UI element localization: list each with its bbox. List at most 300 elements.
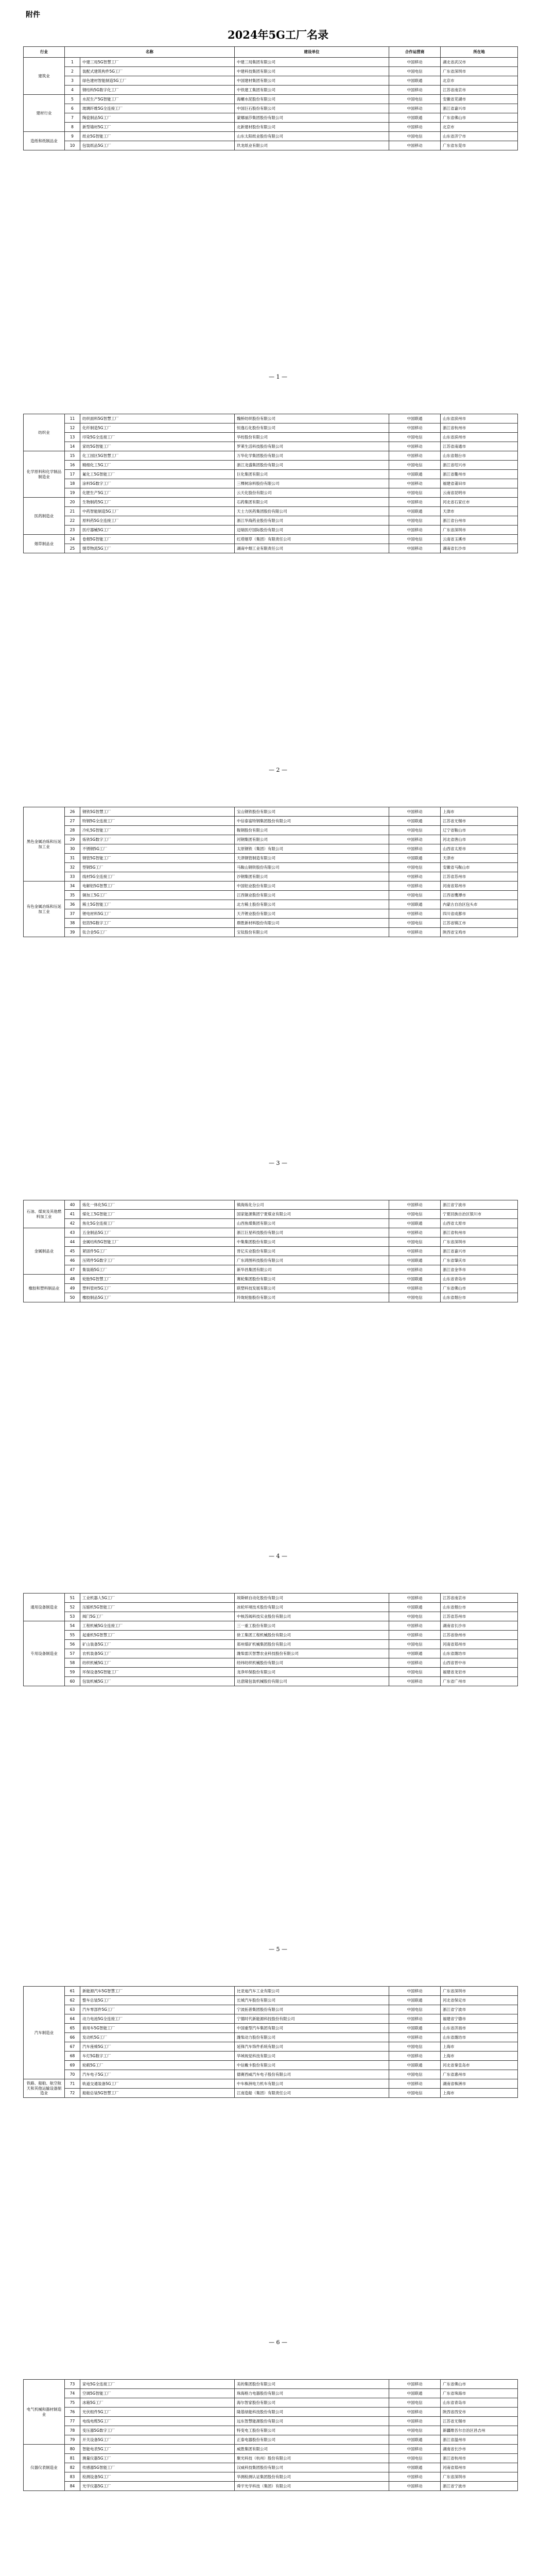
factory-name-cell: 商用车5G智能工厂 [80,2024,235,2033]
location-cell: 广东省佛山市 [441,113,518,123]
location-cell: 浙江省宁波市 [441,2005,518,2014]
builder-cell: 中核苏阀科技实业股份有限公司 [235,1612,389,1621]
operator-cell: 中国联通 [389,817,441,826]
row-number-cell: 63 [65,2005,80,2014]
location-cell: 浙江省衢州市 [441,470,518,479]
factory-name-cell: 包装纸品5G工厂 [80,141,235,150]
row-number-cell: 5 [65,95,80,104]
industry-cell: 金属制品业 [24,1228,65,1275]
table-row [24,1284,518,1293]
industry-cell: 建材行业 [24,95,65,132]
location-cell: 河南省郑州市 [441,2463,518,2472]
location-cell: 江苏省镇江市 [441,919,518,928]
factory-name-cell: 轨道交通装备5G工厂 [80,2079,235,2089]
factory-name-cell: 钛合金5G工厂 [80,928,235,937]
table-row [24,1293,518,1302]
table-row [24,526,518,535]
builder-cell: 云天化股份有限公司 [235,488,389,498]
builder-cell: 正泰电器股份有限公司 [235,2435,389,2445]
factory-name-cell: 家纺5G智能工厂 [80,442,235,451]
factory-name-cell: 煤化工5G智能工厂 [80,1210,235,1219]
factory-name-cell: 纺织面料5G智慧工厂 [80,414,235,423]
row-number-cell: 41 [65,1210,80,1219]
factory-name-cell: 生物制药5G工厂 [80,498,235,507]
row-number-cell: 10 [65,141,80,150]
table-row [24,928,518,937]
industry-cell: 黑色金属冶炼和压延加工业 [24,807,65,882]
table-row [24,807,518,817]
row-number-cell: 20 [65,498,80,507]
builder-cell: 中国巨石股份有限公司 [235,104,389,113]
row-number-cell: 64 [65,2014,80,2024]
row-number-cell: 7 [65,113,80,123]
factory-name-cell: 光伏组件5G工厂 [80,2408,235,2417]
operator-cell: 中国联通 [389,2463,441,2472]
table-row [24,919,518,928]
builder-cell: 晋亿实业股份有限公司 [235,1247,389,1256]
industry-cell: 铁路、船舶、航空航天和其他运输设备制造业 [24,2079,65,2098]
location-cell: 安徽省芜湖市 [441,95,518,104]
operator-cell: 中国电信 [389,95,441,104]
row-number-cell: 33 [65,872,80,882]
table-row [24,909,518,919]
factory-name-cell: 农机装备5G工厂 [80,1649,235,1658]
document-page [0,393,556,786]
builder-cell: 石药集团有限公司 [235,498,389,507]
table-row [24,516,518,526]
location-cell: 辽宁省鞍山市 [441,826,518,835]
builder-cell: 鼎胜新材料股份有限公司 [235,919,389,928]
industry-cell: 造纸和纸制品业 [24,132,65,150]
builder-cell: 华测检测认证集团股份有限公司 [235,2472,389,2482]
location-cell: 山东省济南市 [441,2024,518,2033]
table-row [24,872,518,882]
operator-cell: 中国移动 [389,58,441,67]
factory-list-table [23,46,518,150]
row-number-cell: 73 [65,2380,80,2389]
builder-cell: 玲珑轮胎股份有限公司 [235,1293,389,1302]
location-cell: 湖北省武汉市 [441,58,518,67]
location-cell: 湖南省长沙市 [441,2445,518,2454]
table-row [24,507,518,516]
builder-cell: 鞍钢股份有限公司 [235,826,389,835]
table-row [24,95,518,104]
location-cell: 上海市 [441,807,518,817]
builder-cell: 沙钢集团有限公司 [235,872,389,882]
builder-cell: 达意隆包装机械股份有限公司 [235,1677,389,1686]
table-row [24,470,518,479]
location-cell: 安徽省马鞍山市 [441,863,518,872]
builder-cell: 中铁建工集团有限公司 [235,86,389,95]
table-row [24,442,518,451]
row-number-cell: 24 [65,535,80,544]
row-number-cell: 56 [65,1640,80,1649]
factory-name-cell: 精细化工5G工厂 [80,461,235,470]
table-row [24,2445,518,2454]
factory-list-table [23,414,518,553]
factory-name-cell: 家电5G全连接工厂 [80,2380,235,2389]
row-number-cell: 55 [65,1631,80,1640]
row-number-cell: 60 [65,1677,80,1686]
row-number-cell: 62 [65,1996,80,2005]
document-page [0,1572,556,1965]
builder-cell: 赛轮集团股份有限公司 [235,1275,389,1284]
builder-cell: 罗莱生活科技股份有限公司 [235,442,389,451]
row-number-cell: 71 [65,2079,80,2089]
column-header-name: 名称 [65,47,235,58]
factory-name-cell: 压铸件5G数字工厂 [80,1256,235,1265]
table-row [24,86,518,95]
operator-cell: 中国移动 [389,835,441,844]
location-cell: 山东省烟台市 [441,451,518,461]
operator-cell: 中国移动 [389,928,441,937]
location-cell: 湖南省长沙市 [441,544,518,553]
row-number-cell: 84 [65,2482,80,2491]
operator-cell: 中国移动 [389,882,441,891]
factory-name-cell: 铜加工5G工厂 [80,891,235,900]
operator-cell: 中国移动 [389,1621,441,1631]
page-number: — 4 — [269,1553,287,1560]
row-number-cell: 61 [65,1987,80,1996]
operator-cell: 中国电信 [389,919,441,928]
column-header-builder: 建设单位 [235,47,389,58]
row-number-cell: 15 [65,451,80,461]
builder-cell: 中建科技集团有限公司 [235,67,389,76]
location-cell: 山东省青岛市 [441,2398,518,2408]
builder-cell: 经纬纺织机械股份有限公司 [235,1658,389,1668]
factory-name-cell: 空调5G智能工厂 [80,2389,235,2398]
builder-cell: 浙江巨星科技股份有限公司 [235,1228,389,1238]
table-row [24,1631,518,1640]
table-row [24,1640,518,1649]
table-row [24,1594,518,1603]
builder-cell: 海尔智家股份有限公司 [235,2398,389,2408]
factory-name-cell: 橡胶制品5G工厂 [80,1293,235,1302]
table-row [24,1603,518,1612]
row-number-cell: 79 [65,2435,80,2445]
location-cell: 山东省滨州市 [441,433,518,442]
builder-cell: 德赛西威汽车电子股份有限公司 [235,2070,389,2079]
factory-name-cell: 线材5G全连接工厂 [80,872,235,882]
factory-name-cell: 紧固件5G工厂 [80,1247,235,1256]
row-number-cell: 74 [65,2389,80,2398]
row-number-cell: 1 [65,58,80,67]
factory-name-cell: 卷烟5G智能工厂 [80,535,235,544]
builder-cell: 北新建材股份有限公司 [235,123,389,132]
operator-cell: 中国电信 [389,132,441,141]
location-cell: 云南省昆明市 [441,488,518,498]
operator-cell: 中国移动 [389,2408,441,2417]
location-cell: 福建省宁德市 [441,2014,518,2024]
builder-cell: 山东太阳纸业股份有限公司 [235,132,389,141]
factory-name-cell: 金属结构5G智能工厂 [80,1238,235,1247]
annex-label: 附件 [26,11,40,19]
factory-list-table [23,807,518,937]
location-cell: 广东省佛山市 [441,2380,518,2389]
factory-name-cell: 不锈钢5G工厂 [80,844,235,854]
location-cell: 广东省惠州市 [441,2070,518,2079]
row-number-cell: 22 [65,516,80,526]
operator-cell: 中国移动 [389,451,441,461]
operator-cell: 中国移动 [389,2417,441,2426]
table-row [24,900,518,909]
factory-name-cell: 绿色建材智能制造5G工厂 [80,76,235,86]
operator-cell: 中国联通 [389,507,441,516]
factory-name-cell: 中建三局5G智慧工厂 [80,58,235,67]
row-number-cell: 52 [65,1603,80,1612]
operator-cell: 中国联通 [389,2024,441,2033]
builder-cell: 潍柴动力股份有限公司 [235,2033,389,2042]
row-number-cell: 58 [65,1658,80,1668]
builder-cell: 中建三局集团有限公司 [235,58,389,67]
builder-cell: 汉威科技集团股份有限公司 [235,2463,389,2472]
location-cell: 山东省滨州市 [441,414,518,423]
factory-name-cell: 测量仪器5G工厂 [80,2454,235,2463]
table-row [24,2417,518,2426]
table-row [24,2472,518,2482]
factory-name-cell: 稀土5G智能工厂 [80,900,235,909]
table-row [24,123,518,132]
row-number-cell: 3 [65,76,80,86]
operator-cell: 中国电信 [389,1668,441,1677]
industry-cell: 有色金属冶炼和压延加工业 [24,882,65,937]
table-row [24,891,518,900]
builder-cell: 宝山钢铁股份有限公司 [235,807,389,817]
table-row [24,2454,518,2463]
location-cell: 浙江省宁波市 [441,1200,518,1210]
row-number-cell: 31 [65,854,80,863]
location-cell: 江西省鹰潭市 [441,891,518,900]
table-row [24,854,518,863]
page-number: — 2 — [269,767,287,773]
builder-cell: 美的集团股份有限公司 [235,2380,389,2389]
location-cell: 陕西省宝鸡市 [441,928,518,937]
operator-cell: 中国电信 [389,516,441,526]
page-number: — 1 — [269,374,287,380]
table-row [24,1987,518,1996]
table-row [24,1228,518,1238]
row-number-cell: 8 [65,123,80,132]
table-row [24,2052,518,2061]
table-row [24,2389,518,2398]
row-number-cell: 65 [65,2024,80,2033]
operator-cell: 中国移动 [389,872,441,882]
row-number-cell: 32 [65,863,80,872]
row-number-cell: 67 [65,2042,80,2052]
builder-cell: 巨化集团有限公司 [235,470,389,479]
builder-cell: 江西铜业股份有限公司 [235,891,389,900]
row-number-cell: 50 [65,1293,80,1302]
table-row [24,2408,518,2417]
factory-name-cell: 集装箱5G工厂 [80,1265,235,1275]
table-row [24,2463,518,2472]
factory-name-cell: 电解铝5G智慧工厂 [80,882,235,891]
location-cell: 广东省深圳市 [441,1987,518,1996]
row-number-cell: 11 [65,414,80,423]
table-row [24,882,518,891]
operator-cell: 中国移动 [389,498,441,507]
builder-cell: 三棵树涂料股份有限公司 [235,479,389,488]
builder-cell: 魏桥纺织股份有限公司 [235,414,389,423]
factory-name-cell: 汽车座椅5G工厂 [80,2042,235,2052]
location-cell: 广东省珠海市 [441,2389,518,2398]
operator-cell: 中国联通 [389,2435,441,2445]
factory-name-cell: 冰箱5G工厂 [80,2398,235,2408]
operator-cell: 中国电信 [389,2426,441,2435]
industry-cell: 烟草制品业 [24,535,65,553]
factory-name-cell: 焦化5G全连接工厂 [80,1219,235,1228]
table-row [24,844,518,854]
table-row [24,2042,518,2052]
industry-cell: 建筑业 [24,58,65,95]
table-row [24,58,518,67]
table-row [24,414,518,423]
column-header-operator: 合作运营商 [389,47,441,58]
location-cell: 浙江省宁波市 [441,2482,518,2491]
operator-cell: 中国移动 [389,1265,441,1275]
factory-name-cell: 钢铁5G智慧工厂 [80,807,235,817]
operator-cell: 中国移动 [389,423,441,433]
location-cell: 浙江省台州市 [441,516,518,526]
factory-name-cell: 炼化一体化5G工厂 [80,1200,235,1210]
operator-cell: 中国电信 [389,2005,441,2014]
factory-name-cell: 化工园区5G智慧工厂 [80,451,235,461]
table-row [24,1275,518,1284]
operator-cell: 中国移动 [389,2472,441,2482]
factory-name-cell: 钢管5G智能工厂 [80,854,235,863]
table-row [24,2070,518,2079]
table-row [24,1668,518,1677]
builder-cell: 比亚迪汽车工业有限公司 [235,1987,389,1996]
row-number-cell: 9 [65,132,80,141]
table-row [24,1247,518,1256]
operator-cell: 中国电信 [389,1293,441,1302]
row-number-cell: 81 [65,2454,80,2463]
operator-cell: 中国移动 [389,2014,441,2024]
row-number-cell: 59 [65,1668,80,1677]
row-number-cell: 17 [65,470,80,479]
operator-cell: 中国电信 [389,1210,441,1219]
location-cell: 广东省深圳市 [441,2472,518,2482]
row-number-cell: 72 [65,2089,80,2098]
table-row [24,2398,518,2408]
industry-cell: 石油、煤炭及其他燃料加工业 [24,1200,65,1228]
document-page [0,1965,556,2359]
operator-cell: 中国移动 [389,1247,441,1256]
table-row [24,423,518,433]
operator-cell: 中国电信 [389,1640,441,1649]
operator-cell: 中国移动 [389,2052,441,2061]
row-number-cell: 68 [65,2052,80,2061]
builder-cell: 长城汽车股份有限公司 [235,1996,389,2005]
builder-cell: 中信泰富特钢集团股份有限公司 [235,817,389,826]
row-number-cell: 43 [65,1228,80,1238]
operator-cell: 中国电信 [389,433,441,442]
row-number-cell: 54 [65,1621,80,1631]
operator-cell: 中国移动 [389,2079,441,2089]
row-number-cell: 77 [65,2417,80,2426]
table-row [24,2014,518,2024]
row-number-cell: 70 [65,2070,80,2079]
table-row [24,1649,518,1658]
location-cell: 浙江省杭州市 [441,1228,518,1238]
location-cell: 新疆维吾尔自治区昌吉州 [441,2426,518,2435]
factory-name-cell: 塑料管材5G工厂 [80,1284,235,1293]
row-number-cell: 48 [65,1275,80,1284]
location-cell: 河北省保定市 [441,1996,518,2005]
location-cell: 浙江省金华市 [441,1265,518,1275]
operator-cell: 中国电信 [389,535,441,544]
table-row [24,76,518,86]
builder-cell: 隆基绿能科技股份有限公司 [235,2408,389,2417]
table-row [24,2426,518,2435]
table-row [24,132,518,141]
table-row [24,2482,518,2491]
location-cell: 山东省青岛市 [441,1275,518,1284]
industry-cell: 专用设备制造业 [24,1621,65,1686]
factory-name-cell: 化肥生产5G工厂 [80,488,235,498]
factory-name-cell: 装配式建筑构件5G工厂 [80,67,235,76]
builder-cell: 浙江龙盛集团股份有限公司 [235,461,389,470]
builder-cell: 徐工集团工程机械股份有限公司 [235,1631,389,1640]
table-row [24,113,518,123]
row-number-cell: 53 [65,1612,80,1621]
location-cell: 广东省深圳市 [441,67,518,76]
industry-cell: 医药制造业 [24,498,65,535]
factory-name-cell: 涂料5G数字工厂 [80,479,235,488]
factory-name-cell: 玻璃纤维5G全连接工厂 [80,104,235,113]
table-row [24,1996,518,2005]
row-number-cell: 18 [65,479,80,488]
table-row [24,1200,518,1210]
location-cell: 广东省深圳市 [441,526,518,535]
table-row [24,835,518,844]
location-cell: 河南省郑州市 [441,882,518,891]
builder-cell: 中集集团股份有限公司 [235,1238,389,1247]
location-cell: 河南省郑州市 [441,1640,518,1649]
operator-cell: 中国联通 [389,854,441,863]
location-cell: 北京市 [441,123,518,132]
builder-cell: 中信戴卡股份有限公司 [235,2061,389,2070]
location-cell: 山东省烟台市 [441,1603,518,1612]
table-row [24,2033,518,2042]
builder-cell: 马鞍山钢铁股份有限公司 [235,863,389,872]
builder-cell: 潍柴雷沃智慧农业科技股份有限公司 [235,1649,389,1658]
operator-cell: 中国电信 [389,1238,441,1247]
location-cell: 广东省东莞市 [441,141,518,150]
operator-cell: 中国移动 [389,1987,441,1996]
table-row [24,104,518,113]
builder-cell: 聚光科技（杭州）股份有限公司 [235,2454,389,2463]
factory-name-cell: 化纤制造5G工厂 [80,423,235,433]
table-row [24,461,518,470]
table-row [24,863,518,872]
factory-name-cell: 氟化工5G智能工厂 [80,470,235,479]
builder-cell: 埃斯顿自动化股份有限公司 [235,1594,389,1603]
row-number-cell: 19 [65,488,80,498]
table-row [24,498,518,507]
factory-name-cell: 环保设备5G智能工厂 [80,1668,235,1677]
operator-cell: 中国移动 [389,909,441,919]
operator-cell: 中国移动 [389,104,441,113]
builder-cell: 宝钛股份有限公司 [235,928,389,937]
factory-name-cell: 发动机5G工厂 [80,2033,235,2042]
builder-cell: 中车株洲电力机车有限公司 [235,2079,389,2089]
builder-cell: 海螺水泥股份有限公司 [235,95,389,104]
table-row [24,1238,518,1247]
factory-list-table [23,2379,518,2491]
operator-cell: 中国联通 [389,1649,441,1658]
